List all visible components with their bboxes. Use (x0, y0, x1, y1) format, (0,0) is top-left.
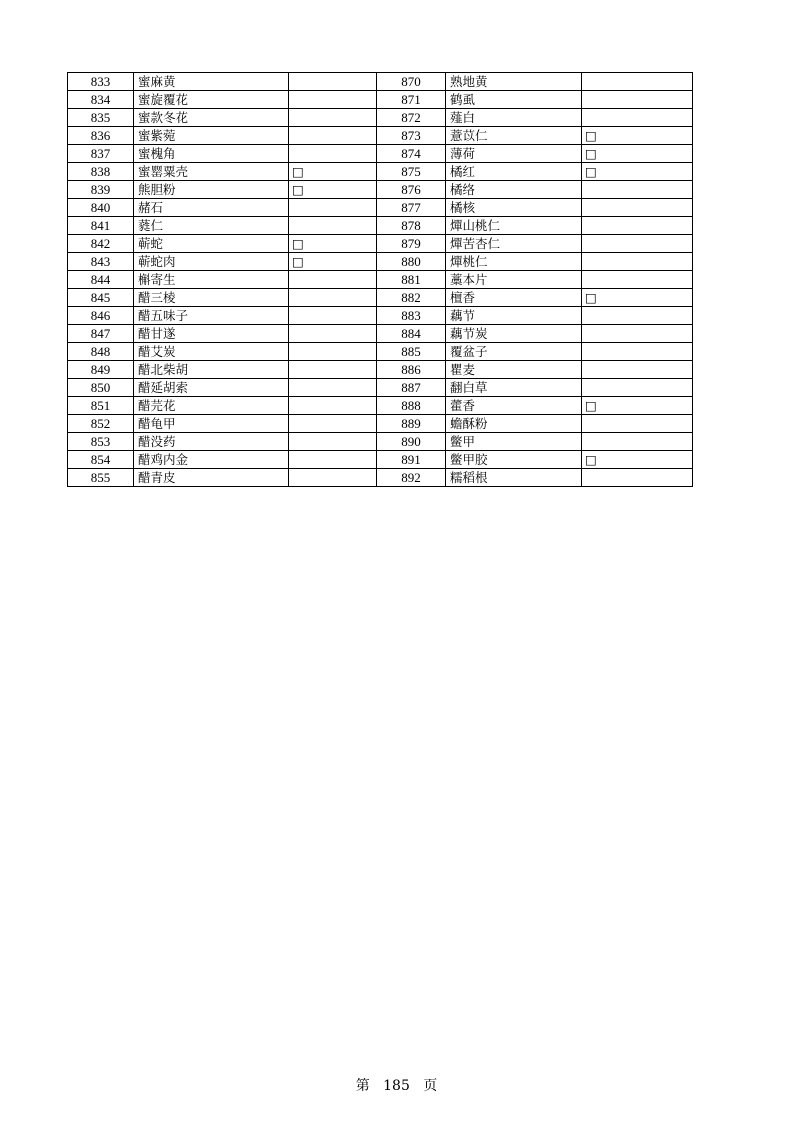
right-item-number: 890 (377, 433, 446, 451)
left-herb-name: 蕤仁 (134, 217, 289, 235)
right-herb-name: 燀桃仁 (446, 253, 582, 271)
left-mark-cell (289, 217, 377, 235)
right-mark-cell (582, 433, 693, 451)
left-herb-name: 蜜紫菀 (134, 127, 289, 145)
right-mark-cell (582, 307, 693, 325)
right-item-number: 887 (377, 379, 446, 397)
left-herb-name: 醋艾炭 (134, 343, 289, 361)
left-mark-cell (289, 397, 377, 415)
right-herb-name: 瞿麦 (446, 361, 582, 379)
right-mark-cell (582, 163, 693, 181)
checkbox-mark-icon: □ (292, 254, 304, 269)
right-item-number: 883 (377, 307, 446, 325)
left-item-number: 843 (68, 253, 134, 271)
table-row (68, 199, 693, 217)
right-item-number: 871 (377, 91, 446, 109)
left-herb-name: 醋青皮 (134, 469, 289, 487)
checkbox-mark-icon: □ (585, 128, 597, 143)
left-herb-name: 醋五味子 (134, 307, 289, 325)
right-item-number: 875 (377, 163, 446, 181)
right-mark-cell (582, 253, 693, 271)
left-mark-cell (289, 235, 377, 253)
right-mark-cell (582, 415, 693, 433)
table-row (68, 145, 693, 163)
left-mark-cell (289, 343, 377, 361)
right-item-number: 884 (377, 325, 446, 343)
left-item-number: 841 (68, 217, 134, 235)
page-number: 185 (383, 1078, 410, 1094)
right-mark-cell (582, 379, 693, 397)
left-mark-cell (289, 91, 377, 109)
right-herb-name: 鳖甲胶 (446, 451, 582, 469)
left-mark-cell (289, 181, 377, 199)
right-item-number: 877 (377, 199, 446, 217)
right-item-number: 886 (377, 361, 446, 379)
right-item-number: 880 (377, 253, 446, 271)
table-body (68, 73, 693, 487)
table-row (68, 469, 693, 487)
right-item-number: 881 (377, 271, 446, 289)
left-item-number: 840 (68, 199, 134, 217)
right-item-number: 892 (377, 469, 446, 487)
right-herb-name: 糯稻根 (446, 469, 582, 487)
left-herb-name: 蜜槐角 (134, 145, 289, 163)
right-herb-name: 藿香 (446, 397, 582, 415)
right-herb-name: 橘核 (446, 199, 582, 217)
left-item-number: 853 (68, 433, 134, 451)
left-herb-name: 蜜罂粟壳 (134, 163, 289, 181)
left-herb-name: 醋延胡索 (134, 379, 289, 397)
table-row (68, 127, 693, 145)
left-herb-name: 赭石 (134, 199, 289, 217)
left-herb-name: 醋甘遂 (134, 325, 289, 343)
right-herb-name: 燀苦杏仁 (446, 235, 582, 253)
right-item-number: 879 (377, 235, 446, 253)
right-mark-cell (582, 199, 693, 217)
right-mark-cell (582, 235, 693, 253)
table-row (68, 307, 693, 325)
right-item-number: 876 (377, 181, 446, 199)
left-mark-cell (289, 289, 377, 307)
left-mark-cell (289, 415, 377, 433)
left-herb-name: 醋龟甲 (134, 415, 289, 433)
left-item-number: 837 (68, 145, 134, 163)
table-row (68, 379, 693, 397)
left-item-number: 845 (68, 289, 134, 307)
right-herb-name: 藁本片 (446, 271, 582, 289)
checkbox-mark-icon: □ (292, 182, 304, 197)
page-footer (0, 1075, 793, 1095)
left-herb-name: 槲寄生 (134, 271, 289, 289)
table-row (68, 433, 693, 451)
right-item-number: 870 (377, 73, 446, 91)
table-row (68, 163, 693, 181)
left-mark-cell (289, 469, 377, 487)
left-item-number: 846 (68, 307, 134, 325)
left-herb-name: 熊胆粉 (134, 181, 289, 199)
footer-prefix: 第 (355, 1078, 370, 1094)
table-row (68, 73, 693, 91)
right-herb-name: 薤白 (446, 109, 582, 127)
left-item-number: 838 (68, 163, 134, 181)
right-mark-cell (582, 91, 693, 109)
right-herb-name: 薏苡仁 (446, 127, 582, 145)
left-item-number: 844 (68, 271, 134, 289)
left-herb-name: 醋北柴胡 (134, 361, 289, 379)
right-herb-name: 藕节炭 (446, 325, 582, 343)
right-item-number: 882 (377, 289, 446, 307)
table-row (68, 181, 693, 199)
table-row (68, 325, 693, 343)
table-row (68, 217, 693, 235)
right-mark-cell (582, 343, 693, 361)
left-item-number: 855 (68, 469, 134, 487)
left-item-number: 851 (68, 397, 134, 415)
right-mark-cell (582, 289, 693, 307)
right-item-number: 888 (377, 397, 446, 415)
right-herb-name: 蟾酥粉 (446, 415, 582, 433)
right-herb-name: 鳖甲 (446, 433, 582, 451)
right-mark-cell (582, 73, 693, 91)
left-item-number: 850 (68, 379, 134, 397)
left-herb-name: 蜜旋覆花 (134, 91, 289, 109)
left-mark-cell (289, 163, 377, 181)
right-item-number: 885 (377, 343, 446, 361)
checkbox-mark-icon: □ (585, 452, 597, 467)
right-herb-name: 檀香 (446, 289, 582, 307)
right-mark-cell (582, 397, 693, 415)
left-mark-cell (289, 451, 377, 469)
left-herb-name: 醋没药 (134, 433, 289, 451)
footer-suffix: 页 (423, 1078, 438, 1094)
left-mark-cell (289, 271, 377, 289)
right-herb-name: 燀山桃仁 (446, 217, 582, 235)
right-mark-cell (582, 109, 693, 127)
left-herb-name: 蕲蛇肉 (134, 253, 289, 271)
left-item-number: 852 (68, 415, 134, 433)
table-row (68, 415, 693, 433)
left-herb-name: 醋芫花 (134, 397, 289, 415)
right-herb-name: 覆盆子 (446, 343, 582, 361)
right-herb-name: 橘络 (446, 181, 582, 199)
right-mark-cell (582, 127, 693, 145)
left-item-number: 833 (68, 73, 134, 91)
table-row (68, 235, 693, 253)
left-herb-name: 醋三棱 (134, 289, 289, 307)
herb-list-table (67, 72, 693, 487)
left-mark-cell (289, 199, 377, 217)
right-mark-cell (582, 325, 693, 343)
checkbox-mark-icon: □ (585, 290, 597, 305)
table-row (68, 91, 693, 109)
left-item-number: 849 (68, 361, 134, 379)
table-row (68, 361, 693, 379)
left-mark-cell (289, 433, 377, 451)
right-item-number: 891 (377, 451, 446, 469)
table-row (68, 289, 693, 307)
left-item-number: 854 (68, 451, 134, 469)
left-mark-cell (289, 325, 377, 343)
left-mark-cell (289, 361, 377, 379)
right-item-number: 878 (377, 217, 446, 235)
right-item-number: 872 (377, 109, 446, 127)
left-mark-cell (289, 109, 377, 127)
checkbox-mark-icon: □ (292, 236, 304, 251)
right-mark-cell (582, 217, 693, 235)
table-row (68, 343, 693, 361)
right-herb-name: 橘红 (446, 163, 582, 181)
right-herb-name: 鹤虱 (446, 91, 582, 109)
right-mark-cell (582, 469, 693, 487)
right-mark-cell (582, 145, 693, 163)
left-mark-cell (289, 127, 377, 145)
checkbox-mark-icon: □ (585, 398, 597, 413)
checkbox-mark-icon: □ (585, 164, 597, 179)
left-mark-cell (289, 379, 377, 397)
right-herb-name: 藕节 (446, 307, 582, 325)
left-herb-name: 蕲蛇 (134, 235, 289, 253)
table-row (68, 253, 693, 271)
left-item-number: 847 (68, 325, 134, 343)
right-herb-name: 熟地黄 (446, 73, 582, 91)
checkbox-mark-icon: □ (292, 164, 304, 179)
table-row (68, 397, 693, 415)
left-mark-cell (289, 307, 377, 325)
left-mark-cell (289, 73, 377, 91)
table-row (68, 109, 693, 127)
left-item-number: 836 (68, 127, 134, 145)
right-item-number: 874 (377, 145, 446, 163)
left-mark-cell (289, 145, 377, 163)
left-herb-name: 蜜麻黄 (134, 73, 289, 91)
right-mark-cell (582, 451, 693, 469)
table-row (68, 271, 693, 289)
left-herb-name: 醋鸡内金 (134, 451, 289, 469)
left-item-number: 839 (68, 181, 134, 199)
left-herb-name: 蜜款冬花 (134, 109, 289, 127)
left-item-number: 842 (68, 235, 134, 253)
left-item-number: 835 (68, 109, 134, 127)
right-herb-name: 薄荷 (446, 145, 582, 163)
checkbox-mark-icon: □ (585, 146, 597, 161)
right-mark-cell (582, 361, 693, 379)
left-mark-cell (289, 253, 377, 271)
right-herb-name: 翻白草 (446, 379, 582, 397)
left-item-number: 848 (68, 343, 134, 361)
right-item-number: 873 (377, 127, 446, 145)
left-item-number: 834 (68, 91, 134, 109)
right-mark-cell (582, 271, 693, 289)
right-item-number: 889 (377, 415, 446, 433)
table-row (68, 451, 693, 469)
right-mark-cell (582, 181, 693, 199)
